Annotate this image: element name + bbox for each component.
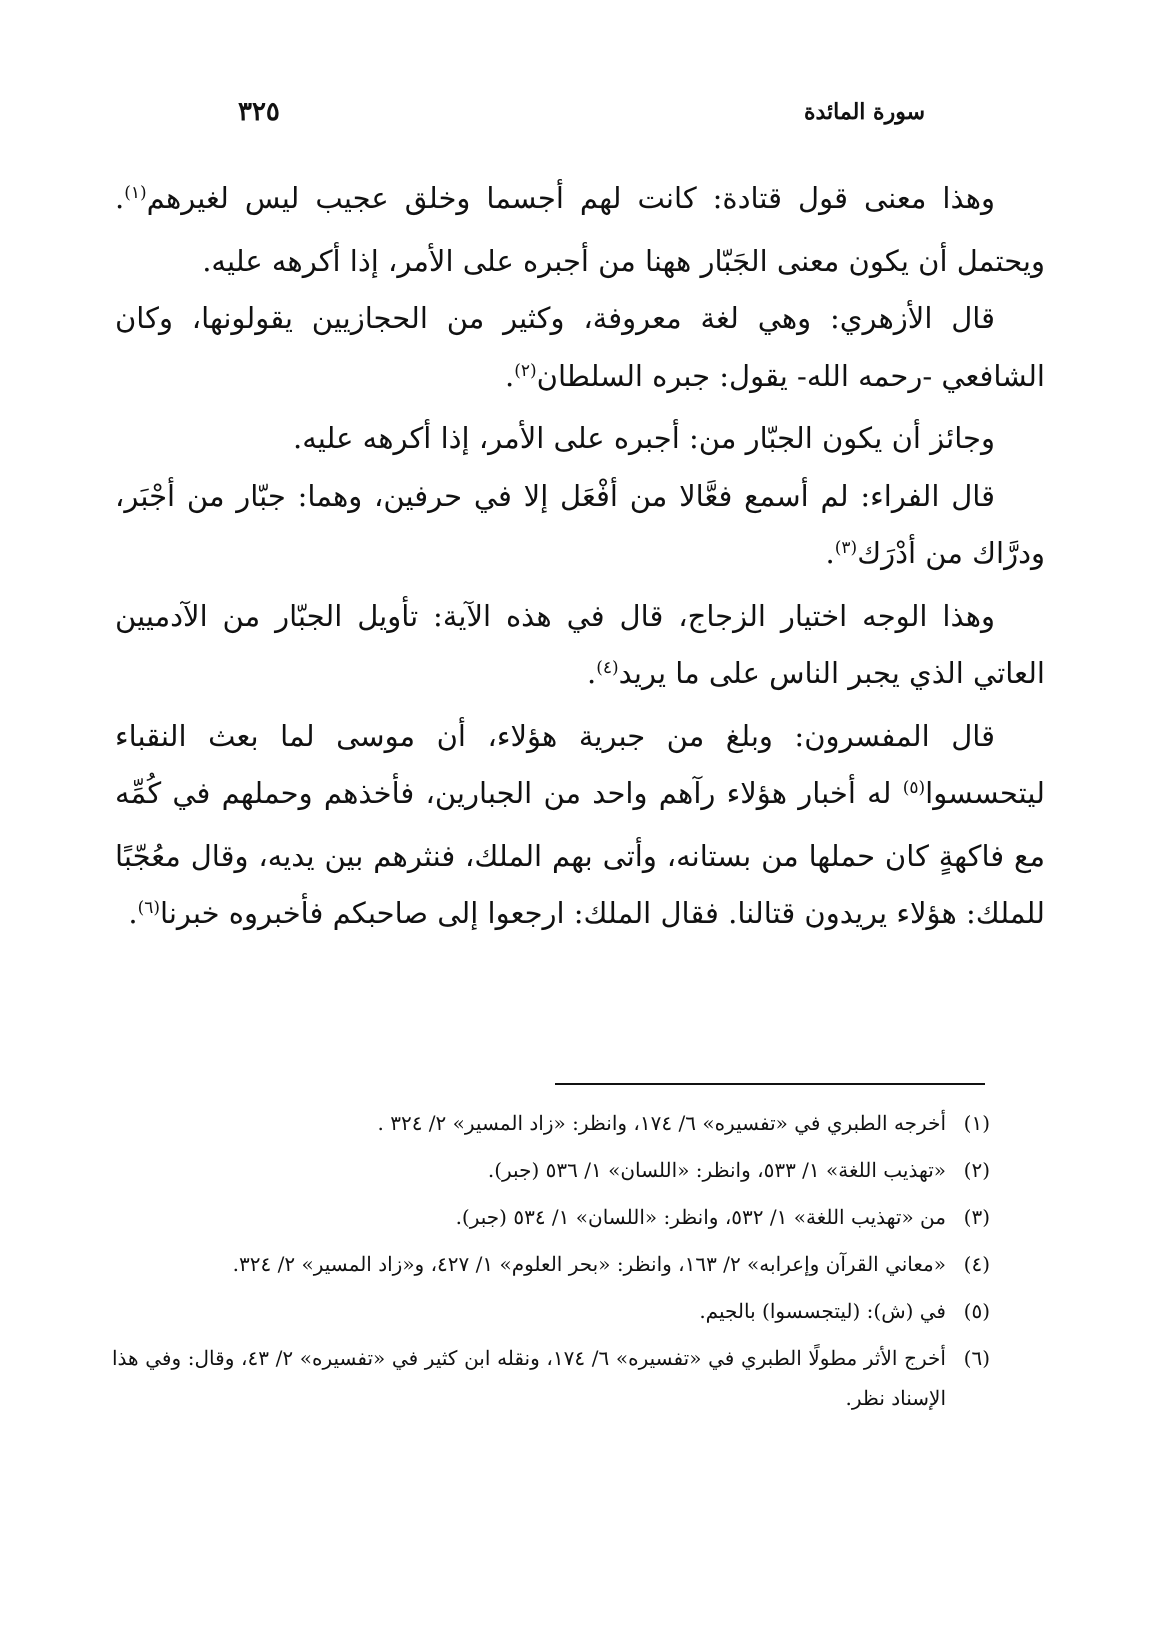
paragraph xyxy=(115,410,1045,468)
footnote-number: (٦) xyxy=(963,1346,990,1370)
footnote-number: (١) xyxy=(963,1111,990,1135)
paragraph xyxy=(115,588,1045,708)
footnote-ref: (٤) xyxy=(596,658,619,678)
footnote-number: (٤) xyxy=(963,1252,990,1276)
paragraph-text: . xyxy=(505,358,515,393)
footnotes xyxy=(112,1103,990,1425)
paragraph-text: . xyxy=(587,656,597,690)
footnote-number: (٢) xyxy=(963,1158,990,1182)
paragraph xyxy=(115,468,1045,588)
paragraph-text: . xyxy=(825,536,835,570)
footnote xyxy=(112,1291,990,1331)
paragraph-text: وجائز أن يكون الجبّار من: أجبره على الأمر، إذا أكرهه عليه. xyxy=(293,421,995,455)
paragraph-text: له أخبار هؤلاء رآهم واحد من الجبارين، فأخذهم وحملهم في كُمِّه مع فاكهةٍ كان حملها من بستانه، وأتى بهم الملك، فنثرهم بين يديه، وقال معُجّبًا للملك: هؤلاء يريدون قتالنا. فقال الملك: ارجعوا إلى صاحبكم فأخبروه خبرنا xyxy=(115,776,1045,930)
footnote-ref: (٣) xyxy=(834,538,858,558)
footnote-text: «معاني القرآن وإعرابه» ٢/ ١٦٣، وانظر: «بحر العلوم» ١/ ٤٢٧، و«زاد المسير» ٢/ ٣٢٤. xyxy=(232,1252,946,1276)
footnote xyxy=(112,1197,990,1237)
footnote-ref: (٢) xyxy=(514,360,537,381)
footnote-number: (٥) xyxy=(963,1299,990,1323)
footnote-number: (٣) xyxy=(963,1205,990,1229)
page-number: ٣٢٥ xyxy=(238,97,280,127)
paragraph-text: وهذا الوجه اختيار الزجاج، قال في هذه الآية: تأويل الجبّار من الآدميين العاتي الذي يجبر الناس على ما يريد xyxy=(115,598,1045,690)
paragraph-text: قال المفسرون: وبلغ من جبرية هؤلاء، أن موسى لما بعث النقباء ليتحسسوا xyxy=(115,718,1045,810)
footnote-ref: (١) xyxy=(124,183,147,203)
footnote-ref: (٦) xyxy=(137,898,160,918)
footnote-text: أخرج الأثر مطولًا الطبري في «تفسيره» ٦/ ١٧٤، ونقله ابن كثير في «تفسيره» ٢/ ٤٣، وقال: وفي هذا الإسناد نظر. xyxy=(112,1346,946,1410)
footnote-text: في (ش): (ليتجسسوا) بالجيم. xyxy=(699,1299,946,1323)
page-header xyxy=(238,92,925,132)
footnote-text: من «تهذيب اللغة» ١/ ٥٣٢، وانظر: «اللسان» ١/ ٥٣٤ (جبر). xyxy=(455,1205,946,1229)
paragraph-text: وهذا معنى قول قتادة: كانت لهم أجسما وخلق عجيب ليس لغيرهم xyxy=(146,181,995,215)
footnote-text: «تهذيب اللغة» ١/ ٥٣٣، وانظر: «اللسان» ١/ ٥٣٦ (جبر). xyxy=(487,1158,946,1182)
paragraph xyxy=(115,290,1045,410)
surah-title: سورة المائدة xyxy=(803,99,925,125)
paragraph xyxy=(115,170,1045,290)
footnote xyxy=(112,1338,990,1418)
paragraph xyxy=(115,708,1045,948)
footnote-text: أخرجه الطبري في «تفسيره» ٦/ ١٧٤، وانظر: «زاد المسير» ٢/ ٣٢٤ . xyxy=(377,1111,946,1135)
footnote xyxy=(112,1150,990,1190)
footnote-ref: (٥) xyxy=(902,778,926,798)
footnote-divider xyxy=(555,1083,985,1085)
paragraph-text: قال الفراء: لم أسمع فعَّالا من أفْعَل إلا في حرفين، وهما: جبّار من أجْبَر، ودرَّاك من أدْرَك xyxy=(115,478,1045,570)
main-text xyxy=(115,170,1045,948)
paragraph-text: قال الأزهري: وهي لغة معروفة، وكثير من الحجازيين يقولونها، وكان الشافعي -رحمه الله- يقول: جبره السلطان xyxy=(115,301,1045,393)
paragraph-text: . ويحتمل أن يكون معنى الجَبّار ههنا من أجبره على الأمر، إذا أكرهه عليه. xyxy=(115,181,1045,278)
footnote xyxy=(112,1103,990,1143)
footnote xyxy=(112,1244,990,1284)
paragraph-text: . xyxy=(128,896,138,930)
